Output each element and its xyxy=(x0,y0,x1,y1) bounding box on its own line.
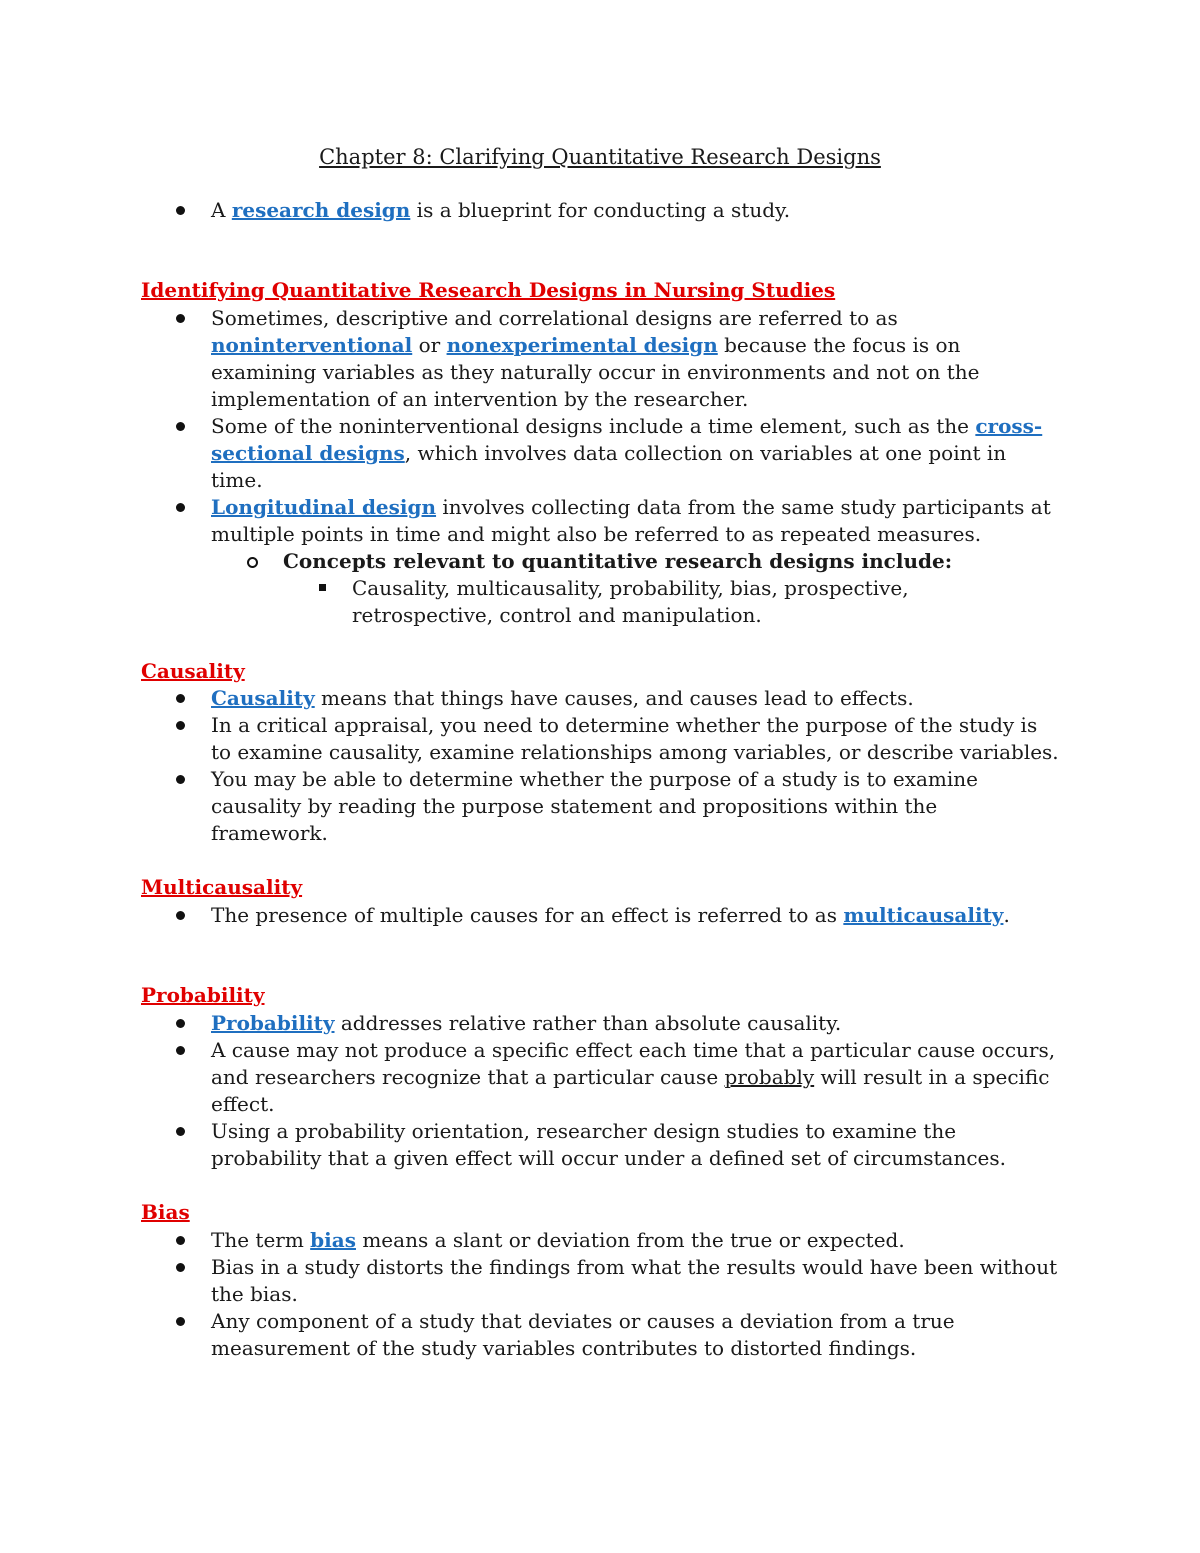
bullet-icon xyxy=(176,314,185,323)
section-heading-bias: Bias xyxy=(141,1200,190,1224)
bias-list xyxy=(0,1227,1200,1362)
hollow-bullet-icon xyxy=(247,557,258,568)
intro-list xyxy=(0,197,1200,224)
section-heading-probability: Probability xyxy=(141,983,265,1007)
term-probability: Probability xyxy=(211,1011,335,1035)
list-item: Bias in a study distorts the findings from what the results would have been without the bias. xyxy=(0,1254,1200,1308)
bullet-icon xyxy=(176,911,185,920)
causality-list xyxy=(0,685,1200,847)
sub-sub-list-item: Causality, multicausality, probability, bias, prospective, retrospective, control and manipulation. xyxy=(0,575,1200,629)
term-longitudinal-design: Longitudinal design xyxy=(211,495,437,519)
bullet-icon xyxy=(176,721,185,730)
section-heading-multicausality: Multicausality xyxy=(141,875,303,899)
sub-list-item: Concepts relevant to quantitative research designs include: xyxy=(0,548,1200,575)
bullet-icon xyxy=(176,1263,185,1272)
bullet-icon xyxy=(176,1236,185,1245)
list-item: Sometimes, descriptive and correlational designs are referred to as noninterventional or nonexperimental design because the focus is on examining variables as they naturally occur in environments and not on the implementation of an intervention by the researcher. xyxy=(0,305,1200,413)
list-item: Probability addresses relative rather than absolute causality. xyxy=(0,1010,1200,1037)
square-bullet-icon xyxy=(319,584,326,591)
term-cross-sectional-designs: cross-sectional designs xyxy=(211,414,1043,465)
list-item: In a critical appraisal, you need to determine whether the purpose of the study is to examine causality, examine relationships among variables, or describe variables. xyxy=(0,712,1200,766)
bullet-icon xyxy=(176,694,185,703)
term-nonexperimental-design: nonexperimental design xyxy=(446,333,718,357)
bullet-icon xyxy=(176,206,185,215)
term-noninterventional: noninterventional xyxy=(211,333,413,357)
list-item: A cause may not produce a specific effect each time that a particular cause occurs, and researchers recognize that a particular cause probably will result in a specific effect. xyxy=(0,1037,1200,1118)
multicausality-list xyxy=(0,902,1200,929)
bullet-icon xyxy=(176,503,185,512)
term-multicausality: multicausality xyxy=(843,903,1004,927)
underlined-word: probably xyxy=(724,1065,815,1089)
list-item: Some of the noninterventional designs include a time element, such as the cross-sectional designs, which involves data collection on variables at one point in time. xyxy=(0,413,1200,494)
list-item: A research design is a blueprint for conducting a study. xyxy=(0,197,1200,224)
identifying-list xyxy=(0,305,1200,629)
term-causality: Causality xyxy=(211,686,315,710)
list-item: The term bias means a slant or deviation from the true or expected. xyxy=(0,1227,1200,1254)
list-item: Longitudinal design involves collecting data from the same study participants at multiple points in time and might also be referred to as repeated measures. xyxy=(0,494,1200,548)
term-bias: bias xyxy=(310,1228,356,1252)
bullet-icon xyxy=(176,1127,185,1136)
list-item: Using a probability orientation, researcher design studies to examine the probability that a given effect will occur under a defined set of circumstances. xyxy=(0,1118,1200,1172)
section-heading-identifying: Identifying Quantitative Research Designs in Nursing Studies xyxy=(141,278,836,302)
bullet-icon xyxy=(176,1317,185,1326)
bullet-icon xyxy=(176,1046,185,1055)
bullet-icon xyxy=(176,1019,185,1028)
list-item: The presence of multiple causes for an effect is referred to as multicausality. xyxy=(0,902,1200,929)
probability-list xyxy=(0,1010,1200,1172)
term-research-design: research design xyxy=(231,198,411,222)
list-item: You may be able to determine whether the purpose of a study is to examine causality by reading the purpose statement and propositions within the framework. xyxy=(0,766,1200,847)
bullet-icon xyxy=(176,775,185,784)
list-item: Causality means that things have causes, and causes lead to effects. xyxy=(0,685,1200,712)
section-heading-causality: Causality xyxy=(141,659,245,683)
bullet-icon xyxy=(176,422,185,431)
page-title: Chapter 8: Clarifying Quantitative Research Designs xyxy=(319,145,881,169)
list-item: Any component of a study that deviates or causes a deviation from a true measurement of the study variables contributes to distorted findings. xyxy=(0,1308,1200,1362)
